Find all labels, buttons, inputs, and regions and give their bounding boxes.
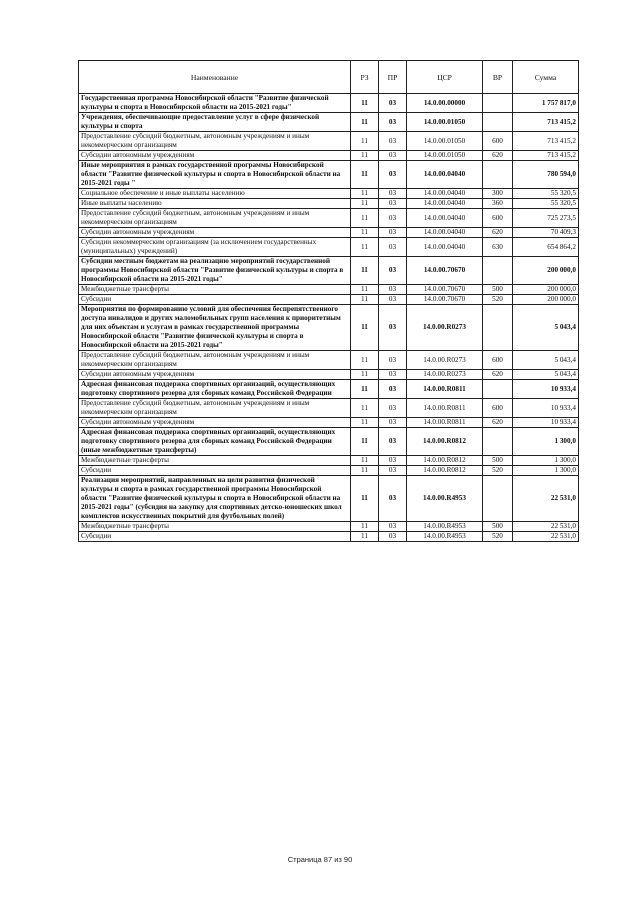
cell-vr: 600 xyxy=(483,399,513,418)
cell-sum: 780 594,0 xyxy=(513,161,579,189)
cell-pr: 03 xyxy=(379,94,407,113)
cell-sum: 200 000,0 xyxy=(513,257,579,285)
cell-pr: 03 xyxy=(379,285,407,295)
cell-csr: 14.0.00.00000 xyxy=(407,94,483,113)
table-row xyxy=(79,532,579,542)
cell-csr: 14.0.00.04040 xyxy=(407,238,483,257)
table-row xyxy=(79,418,579,428)
cell-name: Межбюджетные трансферты xyxy=(79,522,351,532)
cell-vr: 360 xyxy=(483,199,513,209)
table-row xyxy=(79,113,579,132)
cell-pr: 03 xyxy=(379,418,407,428)
cell-name: Адресная финансовая поддержка спортивных организаций, осуществляющих подготовку спортивного резерва для сборных команд Российской Федерации (иные межбюджетные трансферты) xyxy=(79,428,351,456)
cell-name: Субсидии автономным учреждениям xyxy=(79,228,351,238)
cell-vr: 630 xyxy=(483,238,513,257)
cell-name: Социальное обеспечение и иные выплаты населению xyxy=(79,189,351,199)
cell-csr: 14.0.00.R0812 xyxy=(407,456,483,466)
cell-csr: 14.0.00.70670 xyxy=(407,257,483,285)
cell-pr: 03 xyxy=(379,380,407,399)
cell-vr xyxy=(483,113,513,132)
cell-pr: 03 xyxy=(379,522,407,532)
cell-rz: 11 xyxy=(351,476,379,522)
cell-sum: 55 320,5 xyxy=(513,189,579,199)
cell-sum: 10 933,4 xyxy=(513,380,579,399)
cell-vr: 600 xyxy=(483,132,513,151)
table-row xyxy=(79,189,579,199)
cell-csr: 14.0.00.R0811 xyxy=(407,380,483,399)
cell-rz: 11 xyxy=(351,456,379,466)
cell-csr: 14.0.00.01050 xyxy=(407,113,483,132)
cell-vr: 620 xyxy=(483,418,513,428)
cell-sum: 10 933,4 xyxy=(513,418,579,428)
cell-vr: 520 xyxy=(483,295,513,305)
cell-csr: 14.0.00.01050 xyxy=(407,151,483,161)
cell-vr xyxy=(483,257,513,285)
table-row xyxy=(79,257,579,285)
budget-table xyxy=(78,60,579,542)
cell-sum: 10 933,4 xyxy=(513,399,579,418)
header-sum: Сумма xyxy=(513,61,579,94)
cell-pr: 03 xyxy=(379,228,407,238)
cell-vr: 600 xyxy=(483,209,513,228)
table-row xyxy=(79,399,579,418)
cell-name: Предоставление субсидий бюджетным, автономным учреждениям и иным некоммерческим организациям xyxy=(79,399,351,418)
cell-vr: 620 xyxy=(483,370,513,380)
cell-sum: 725 273,5 xyxy=(513,209,579,228)
table-row xyxy=(79,456,579,466)
cell-name: Учреждения, обеспечивающие предоставление услуг в сфере физической культуры и спорта xyxy=(79,113,351,132)
cell-vr xyxy=(483,476,513,522)
cell-pr: 03 xyxy=(379,399,407,418)
cell-sum: 5 043,4 xyxy=(513,305,579,351)
header-row xyxy=(79,61,579,94)
cell-sum: 713 415,2 xyxy=(513,113,579,132)
cell-rz: 11 xyxy=(351,305,379,351)
cell-csr: 14.0.00.R0812 xyxy=(407,428,483,456)
cell-name: Реализация мероприятий, направленных на цели развития физической культуры и спорта в рамках государственной программы Новосибирской области "Развитие физической культуры и спорта в Новосибирской области на 2015-2021 годы" (субсидия на закупку для спортивных детско-юношеских школ комплектов искусственных покрытий для футбольных полей) xyxy=(79,476,351,522)
cell-csr: 14.0.00.R0273 xyxy=(407,370,483,380)
cell-name: Субсидии автономным учреждениям xyxy=(79,418,351,428)
cell-rz: 11 xyxy=(351,466,379,476)
cell-name: Межбюджетные трансферты xyxy=(79,285,351,295)
cell-rz: 11 xyxy=(351,285,379,295)
cell-vr xyxy=(483,94,513,113)
table-row xyxy=(79,370,579,380)
header-csr: ЦСР xyxy=(407,61,483,94)
cell-vr: 500 xyxy=(483,456,513,466)
cell-vr xyxy=(483,428,513,456)
cell-pr: 03 xyxy=(379,199,407,209)
table-row xyxy=(79,132,579,151)
cell-name: Субсидии местным бюджетам на реализацию мероприятий государственной программы Новосибирской области "Развитие физической культуры и спорта в Новосибирской области на 2015-2021 годы" xyxy=(79,257,351,285)
cell-pr: 03 xyxy=(379,209,407,228)
cell-vr xyxy=(483,305,513,351)
cell-csr: 14.0.00.R0812 xyxy=(407,466,483,476)
cell-rz: 11 xyxy=(351,380,379,399)
cell-sum: 713 415,2 xyxy=(513,132,579,151)
cell-rz: 11 xyxy=(351,295,379,305)
page-number: Страница 87 из 90 xyxy=(287,855,353,864)
header-name: Наименование xyxy=(79,61,351,94)
cell-pr: 03 xyxy=(379,532,407,542)
table-row xyxy=(79,94,579,113)
cell-name: Государственная программа Новосибирской области "Развитие физической культуры и спорта в Новосибирской области на 2015-2021 годы" xyxy=(79,94,351,113)
table-row xyxy=(79,428,579,456)
cell-csr: 14.0.00.04040 xyxy=(407,161,483,189)
cell-vr: 620 xyxy=(483,151,513,161)
cell-pr: 03 xyxy=(379,238,407,257)
cell-sum: 1 300,0 xyxy=(513,456,579,466)
cell-rz: 11 xyxy=(351,161,379,189)
cell-pr: 03 xyxy=(379,428,407,456)
cell-name: Субсидии автономным учреждениям xyxy=(79,151,351,161)
cell-rz: 11 xyxy=(351,113,379,132)
cell-sum: 1 300,0 xyxy=(513,466,579,476)
table-row xyxy=(79,305,579,351)
cell-pr: 03 xyxy=(379,113,407,132)
cell-pr: 03 xyxy=(379,151,407,161)
cell-pr: 03 xyxy=(379,161,407,189)
cell-rz: 11 xyxy=(351,189,379,199)
cell-sum: 713 415,2 xyxy=(513,151,579,161)
cell-sum: 5 043,4 xyxy=(513,370,579,380)
cell-rz: 11 xyxy=(351,209,379,228)
cell-rz: 11 xyxy=(351,351,379,370)
cell-name: Субсидии xyxy=(79,532,351,542)
cell-sum: 22 531,0 xyxy=(513,532,579,542)
cell-vr: 520 xyxy=(483,466,513,476)
table-row xyxy=(79,476,579,522)
cell-name: Адресная финансовая поддержка спортивных организаций, осуществляющих подготовку спортивного резерва для сборных команд Российской Федерации xyxy=(79,380,351,399)
cell-pr: 03 xyxy=(379,132,407,151)
cell-pr: 03 xyxy=(379,476,407,522)
cell-pr: 03 xyxy=(379,295,407,305)
cell-csr: 14.0.00.04040 xyxy=(407,189,483,199)
cell-vr: 500 xyxy=(483,285,513,295)
table-row xyxy=(79,522,579,532)
cell-pr: 03 xyxy=(379,351,407,370)
cell-pr: 03 xyxy=(379,305,407,351)
table-row xyxy=(79,466,579,476)
table-row xyxy=(79,238,579,257)
cell-pr: 03 xyxy=(379,456,407,466)
table-row xyxy=(79,295,579,305)
cell-rz: 11 xyxy=(351,399,379,418)
cell-name: Иные мероприятия в рамках государственной программы Новосибирской области "Развитие физической культуры и спорта в Новосибирской области на 2015-2021 годы " xyxy=(79,161,351,189)
table-row xyxy=(79,209,579,228)
cell-rz: 11 xyxy=(351,522,379,532)
cell-csr: 14.0.00.R0811 xyxy=(407,418,483,428)
cell-name: Субсидии xyxy=(79,295,351,305)
cell-sum: 55 320,5 xyxy=(513,199,579,209)
cell-name: Предоставление субсидий бюджетным, автономным учреждениям и иным некоммерческим организациям xyxy=(79,132,351,151)
cell-rz: 11 xyxy=(351,132,379,151)
cell-pr: 03 xyxy=(379,257,407,285)
cell-rz: 11 xyxy=(351,418,379,428)
table-row xyxy=(79,380,579,399)
cell-rz: 11 xyxy=(351,428,379,456)
cell-vr xyxy=(483,380,513,399)
cell-rz: 11 xyxy=(351,228,379,238)
cell-csr: 14.0.00.04040 xyxy=(407,228,483,238)
cell-csr: 14.0.00.01050 xyxy=(407,132,483,151)
cell-name: Предоставление субсидий бюджетным, автономным учреждениям и иным некоммерческим организациям xyxy=(79,351,351,370)
cell-pr: 03 xyxy=(379,189,407,199)
cell-csr: 14.0.00.04040 xyxy=(407,209,483,228)
cell-rz: 11 xyxy=(351,94,379,113)
cell-sum: 1 757 817,0 xyxy=(513,94,579,113)
cell-name: Иные выплаты населению xyxy=(79,199,351,209)
cell-csr: 14.0.00.04040 xyxy=(407,199,483,209)
cell-sum: 200 000,0 xyxy=(513,285,579,295)
cell-csr: 14.0.00.R0273 xyxy=(407,351,483,370)
cell-vr: 620 xyxy=(483,228,513,238)
cell-rz: 11 xyxy=(351,199,379,209)
cell-csr: 14.0.00.R0811 xyxy=(407,399,483,418)
table-row xyxy=(79,285,579,295)
cell-csr: 14.0.00.R4953 xyxy=(407,532,483,542)
table-row xyxy=(79,199,579,209)
cell-name: Субсидии xyxy=(79,466,351,476)
cell-sum: 22 531,0 xyxy=(513,522,579,532)
cell-pr: 03 xyxy=(379,466,407,476)
cell-rz: 11 xyxy=(351,257,379,285)
cell-rz: 11 xyxy=(351,370,379,380)
cell-csr: 14.0.00.R4953 xyxy=(407,476,483,522)
cell-pr: 03 xyxy=(379,370,407,380)
cell-name: Мероприятия по формированию условий для обеспечения беспрепятственного доступа инвалидов и других маломобильных групп населения к приоритетным для них объектам и услугам в рамках государственной программы Новосибирской области "Развитие физической культуры и спорта в Новосибирской области на 2015-2021 годы" xyxy=(79,305,351,351)
cell-sum: 22 531,0 xyxy=(513,476,579,522)
cell-rz: 11 xyxy=(351,238,379,257)
table-row xyxy=(79,151,579,161)
cell-name: Субсидии автономным учреждениям xyxy=(79,370,351,380)
table-row xyxy=(79,228,579,238)
cell-vr xyxy=(483,161,513,189)
cell-vr: 600 xyxy=(483,351,513,370)
cell-vr: 300 xyxy=(483,189,513,199)
header-rz: РЗ xyxy=(351,61,379,94)
header-pr: ПР xyxy=(379,61,407,94)
cell-csr: 14.0.00.R4953 xyxy=(407,522,483,532)
cell-name: Субсидии некоммерческим организациям (за исключением государственных (муниципальных) учреждений) xyxy=(79,238,351,257)
cell-csr: 14.0.00.R0273 xyxy=(407,305,483,351)
cell-vr: 520 xyxy=(483,532,513,542)
cell-sum: 654 864,2 xyxy=(513,238,579,257)
cell-sum: 1 300,0 xyxy=(513,428,579,456)
cell-csr: 14.0.00.70670 xyxy=(407,285,483,295)
table-row xyxy=(79,161,579,189)
table-row xyxy=(79,351,579,370)
cell-sum: 5 043,4 xyxy=(513,351,579,370)
cell-rz: 11 xyxy=(351,151,379,161)
cell-name: Предоставление субсидий бюджетным, автономным учреждениям и иным некоммерческим организациям xyxy=(79,209,351,228)
header-vr: ВР xyxy=(483,61,513,94)
cell-csr: 14.0.00.70670 xyxy=(407,295,483,305)
table-header xyxy=(79,61,579,94)
cell-name: Межбюджетные трансферты xyxy=(79,456,351,466)
table-body xyxy=(79,94,579,542)
cell-vr: 500 xyxy=(483,522,513,532)
cell-rz: 11 xyxy=(351,532,379,542)
cell-sum: 70 409,3 xyxy=(513,228,579,238)
cell-sum: 200 000,0 xyxy=(513,295,579,305)
